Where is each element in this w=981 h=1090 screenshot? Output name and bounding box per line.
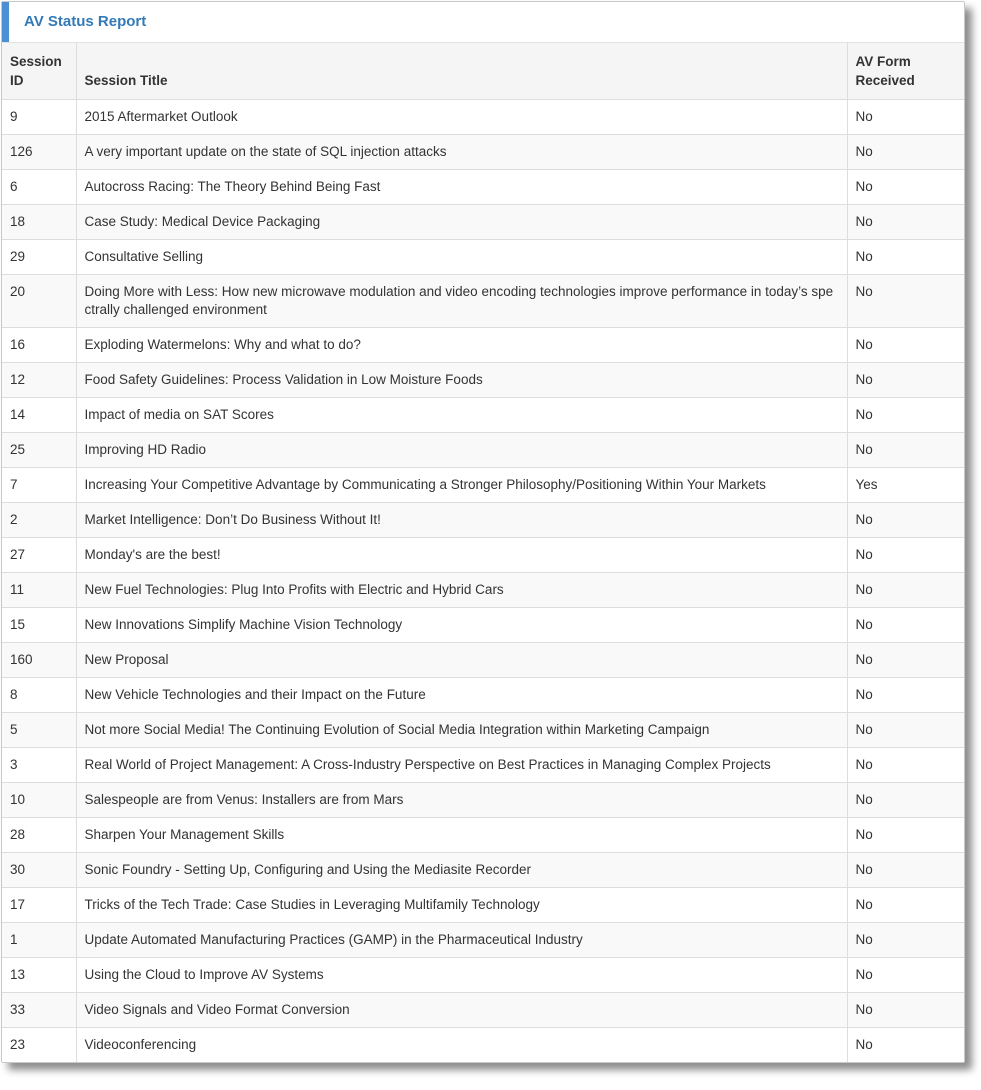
accent-bar	[2, 2, 9, 42]
session-id-cell: 28	[2, 818, 76, 853]
av-form-received-cell: No	[847, 328, 964, 363]
session-id-cell: 14	[2, 398, 76, 433]
av-form-received-cell: No	[847, 363, 964, 398]
session-id-cell: 1	[2, 923, 76, 958]
session-title-cell: Case Study: Medical Device Packaging	[76, 205, 847, 240]
session-title-cell: Consultative Selling	[76, 240, 847, 275]
session-id-cell: 6	[2, 170, 76, 205]
table-row	[2, 643, 964, 678]
table-row	[2, 818, 964, 853]
av-form-received-cell: No	[847, 433, 964, 468]
av-form-received-cell: No	[847, 783, 964, 818]
av-form-received-cell: No	[847, 135, 964, 170]
table-row	[2, 170, 964, 205]
table-header-row	[2, 43, 964, 100]
table-row	[2, 275, 964, 328]
table-row	[2, 853, 964, 888]
av-form-received-cell: No	[847, 100, 964, 135]
table-row	[2, 503, 964, 538]
session-title-cell: Not more Social Media! The Continuing Evolution of Social Media Integration within Marketing Campaign	[76, 713, 847, 748]
av-form-received-cell: No	[847, 888, 964, 923]
table-row	[2, 888, 964, 923]
av-form-received-cell: Yes	[847, 468, 964, 503]
av-form-received-cell: No	[847, 748, 964, 783]
panel-heading	[2, 2, 964, 43]
session-title-cell: New Innovations Simplify Machine Vision Technology	[76, 608, 847, 643]
table-body	[2, 100, 964, 1063]
session-id-cell: 7	[2, 468, 76, 503]
session-title-cell: Using the Cloud to Improve AV Systems	[76, 958, 847, 993]
session-title-cell: Monday's are the best!	[76, 538, 847, 573]
av-form-received-cell: No	[847, 205, 964, 240]
session-title-cell: Videoconferencing	[76, 1028, 847, 1063]
av-form-received-cell: No	[847, 275, 964, 328]
session-title-cell: Market Intelligence: Don’t Do Business Without It!	[76, 503, 847, 538]
session-id-cell: 3	[2, 748, 76, 783]
table-row	[2, 240, 964, 275]
session-id-cell: 12	[2, 363, 76, 398]
av-form-received-cell: No	[847, 853, 964, 888]
table-row	[2, 538, 964, 573]
session-title-cell: Impact of media on SAT Scores	[76, 398, 847, 433]
table-row	[2, 713, 964, 748]
av-form-received-cell: No	[847, 993, 964, 1028]
table-row	[2, 468, 964, 503]
session-id-cell: 27	[2, 538, 76, 573]
session-id-cell: 126	[2, 135, 76, 170]
av-form-received-cell: No	[847, 573, 964, 608]
av-form-received-cell: No	[847, 713, 964, 748]
av-form-received-cell: No	[847, 678, 964, 713]
session-id-cell: 23	[2, 1028, 76, 1063]
session-title-cell: Sharpen Your Management Skills	[76, 818, 847, 853]
table-row	[2, 205, 964, 240]
session-title-cell: Increasing Your Competitive Advantage by Communicating a Stronger Philosophy/Positioning Within Your Markets	[76, 468, 847, 503]
session-title-cell: Video Signals and Video Format Conversion	[76, 993, 847, 1028]
session-title-cell: Doing More with Less: How new microwave modulation and video encoding technologies improve performance in today’s spectrally challenged environment	[76, 275, 847, 328]
av-form-received-cell: No	[847, 170, 964, 205]
session-id-cell: 15	[2, 608, 76, 643]
report-panel	[1, 1, 965, 1063]
table-row	[2, 993, 964, 1028]
table-row	[2, 1028, 964, 1063]
table-row	[2, 748, 964, 783]
session-id-cell: 10	[2, 783, 76, 818]
table-row	[2, 328, 964, 363]
session-title-cell: Autocross Racing: The Theory Behind Being Fast	[76, 170, 847, 205]
session-id-cell: 33	[2, 993, 76, 1028]
session-title-cell: A very important update on the state of SQL injection attacks	[76, 135, 847, 170]
av-form-received-cell: No	[847, 958, 964, 993]
table-row	[2, 783, 964, 818]
session-title-cell: Food Safety Guidelines: Process Validation in Low Moisture Foods	[76, 363, 847, 398]
av-form-received-cell: No	[847, 923, 964, 958]
table-row	[2, 608, 964, 643]
session-id-cell: 9	[2, 100, 76, 135]
session-title-cell: New Fuel Technologies: Plug Into Profits with Electric and Hybrid Cars	[76, 573, 847, 608]
table-row	[2, 573, 964, 608]
session-id-cell: 8	[2, 678, 76, 713]
session-title-cell: Improving HD Radio	[76, 433, 847, 468]
av-form-received-cell: No	[847, 643, 964, 678]
session-id-cell: 16	[2, 328, 76, 363]
session-id-cell: 25	[2, 433, 76, 468]
table-row	[2, 135, 964, 170]
session-id-cell: 11	[2, 573, 76, 608]
av-status-table	[2, 43, 964, 1062]
session-title-cell: New Proposal	[76, 643, 847, 678]
table-row	[2, 433, 964, 468]
session-id-cell: 17	[2, 888, 76, 923]
session-id-cell: 5	[2, 713, 76, 748]
table-row	[2, 958, 964, 993]
session-title-cell: Real World of Project Management: A Cross-Industry Perspective on Best Practices in Managing Complex Projects	[76, 748, 847, 783]
av-form-received-cell: No	[847, 398, 964, 433]
session-id-cell: 20	[2, 275, 76, 328]
column-header-av-form-received: AV Form Received	[847, 43, 964, 100]
table-row	[2, 398, 964, 433]
session-title-cell: Exploding Watermelons: Why and what to do?	[76, 328, 847, 363]
table-row	[2, 923, 964, 958]
av-form-received-cell: No	[847, 818, 964, 853]
column-header-session-id: Session ID	[2, 43, 76, 100]
session-id-cell: 2	[2, 503, 76, 538]
av-form-received-cell: No	[847, 240, 964, 275]
table-row	[2, 678, 964, 713]
session-title-cell: Tricks of the Tech Trade: Case Studies in Leveraging Multifamily Technology	[76, 888, 847, 923]
session-title-cell: New Vehicle Technologies and their Impact on the Future	[76, 678, 847, 713]
table-row	[2, 100, 964, 135]
session-id-cell: 18	[2, 205, 76, 240]
session-id-cell: 30	[2, 853, 76, 888]
session-title-cell: Update Automated Manufacturing Practices (GAMP) in the Pharmaceutical Industry	[76, 923, 847, 958]
page-title: AV Status Report	[24, 13, 147, 30]
session-title-cell: 2015 Aftermarket Outlook	[76, 100, 847, 135]
av-form-received-cell: No	[847, 503, 964, 538]
session-title-cell: Salespeople are from Venus: Installers are from Mars	[76, 783, 847, 818]
av-form-received-cell: No	[847, 608, 964, 643]
table-row	[2, 363, 964, 398]
av-form-received-cell: No	[847, 538, 964, 573]
session-id-cell: 13	[2, 958, 76, 993]
session-id-cell: 160	[2, 643, 76, 678]
session-title-cell: Sonic Foundry - Setting Up, Configuring and Using the Mediasite Recorder	[76, 853, 847, 888]
av-form-received-cell: No	[847, 1028, 964, 1063]
session-id-cell: 29	[2, 240, 76, 275]
column-header-session-title: Session Title	[76, 43, 847, 100]
